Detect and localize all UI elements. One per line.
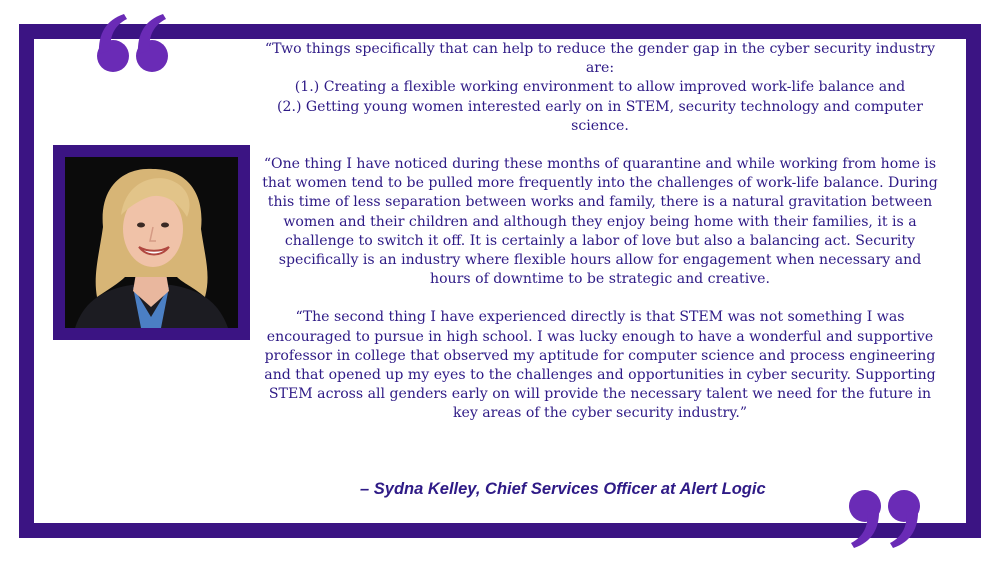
quote-attribution	[360, 480, 766, 499]
close-quote-icon	[845, 488, 923, 550]
quote-body	[262, 40, 938, 424]
woman-portrait-image	[65, 157, 238, 328]
attribution-dash: –	[360, 480, 374, 498]
open-quote-icon	[94, 12, 172, 74]
portrait-photo	[65, 157, 238, 328]
attribution-name: Sydna Kelley	[373, 480, 476, 498]
quote-intro: “Two things specifically that can help to reduce the gender gap in the cyber security industry are:	[264, 41, 936, 77]
quote-paragraph-2: “One thing I have noticed during these months of quarantine and while working from home is that women tend to be pulled more frequently into the challenges of work-life balance. During this time of less separation between works and family, there is a natural gravitation between women and their children and although they enjoy being home with their families, it is a challenge to switch it off. It is certainly a labor of love but also a balancing act. Security specifically is an industry where flexible hours allow for engagement when necessary and hours of downtime to be strategic and creative.	[262, 156, 938, 288]
attribution-separator: ,	[475, 480, 486, 498]
quote-point-2: (2.) Getting young women interested early on in STEM, security technology and computer science.	[277, 98, 923, 134]
portrait-frame	[53, 145, 250, 340]
quote-paragraph-3: “The second thing I have experienced directly is that STEM was not something I was encouraged to pursue in high school. I was lucky enough to have a wonderful and supportive professor in college that observed my aptitude for computer science and process engineering and that opened up my eyes to the challenges and opportunities in cyber security. Supporting STEM across all genders early on will provide the necessary talent we need for the future in key areas of the cyber security industry.”	[264, 309, 936, 422]
quote-point-1: (1.) Creating a flexible working environment to allow improved work-life balance and	[294, 79, 906, 96]
attribution-role: Chief Services Officer at Alert Logic	[485, 480, 766, 498]
